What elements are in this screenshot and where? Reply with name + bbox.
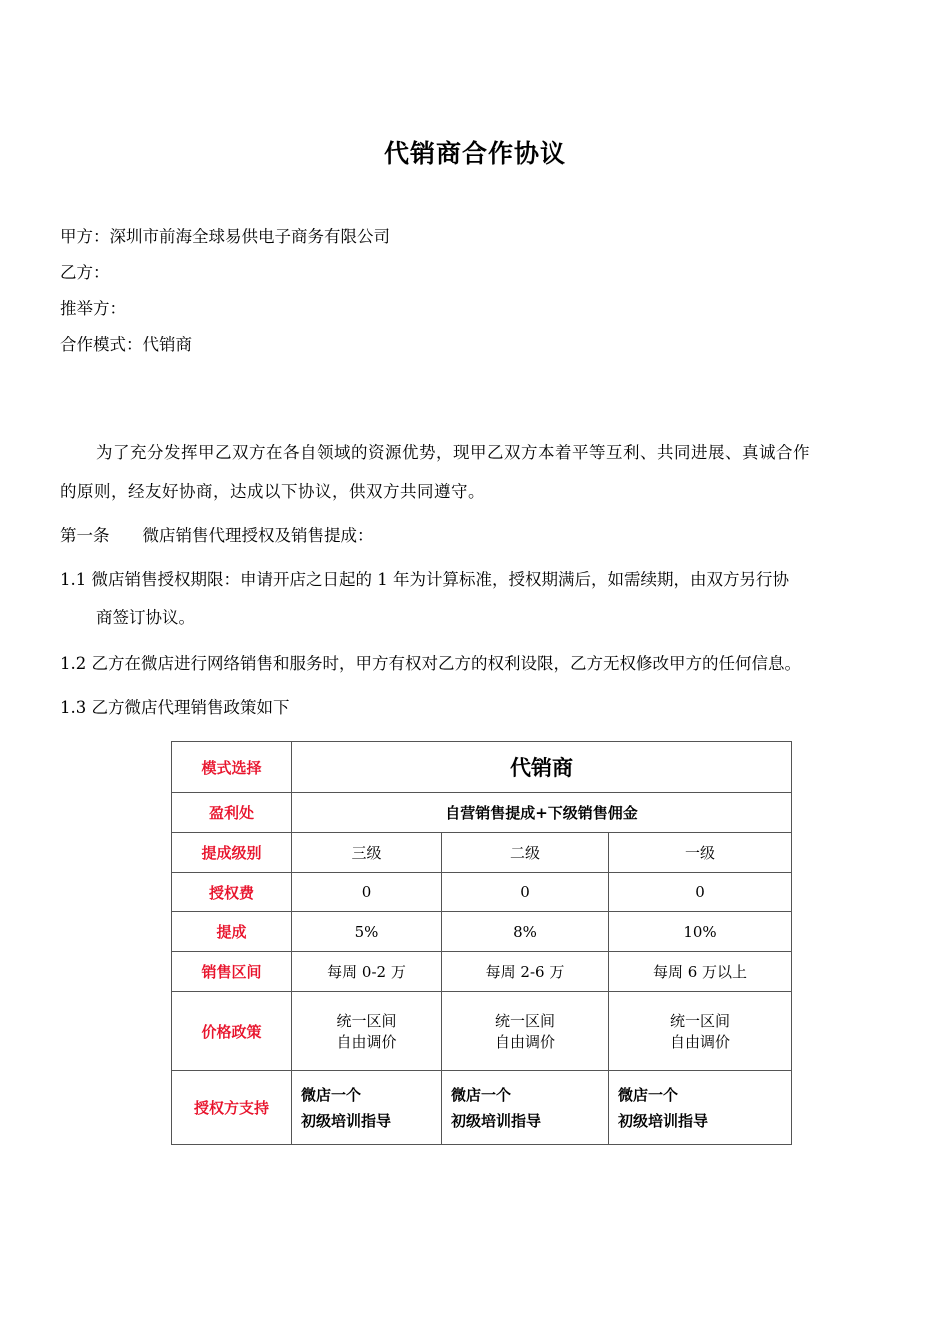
table-row bbox=[172, 873, 792, 912]
table-row bbox=[172, 742, 792, 793]
table-row bbox=[172, 833, 792, 873]
table-row bbox=[172, 912, 792, 952]
profit-value: 自营销售提成+下级销售佣金 bbox=[292, 793, 792, 833]
level-cell: 二级 bbox=[442, 833, 609, 873]
mode-value: 代销商 bbox=[292, 742, 792, 793]
price-line-2: 自由调价 bbox=[336, 1033, 397, 1051]
commission-cell: 8% bbox=[442, 912, 609, 952]
fee-cell: 0 bbox=[442, 873, 609, 912]
support-line-1: 微店一个 bbox=[301, 1085, 362, 1104]
document-title: 代销商合作协议 bbox=[383, 139, 566, 168]
fee-cell: 0 bbox=[292, 873, 442, 912]
clause-1-1-line-2: 商签订协议。 bbox=[96, 608, 195, 627]
referrer-line: 推举方： bbox=[60, 299, 126, 318]
price-cell bbox=[292, 992, 442, 1071]
table-row bbox=[172, 952, 792, 992]
support-line-1: 微店一个 bbox=[618, 1085, 679, 1104]
price-cell bbox=[609, 992, 792, 1071]
table-row bbox=[172, 992, 792, 1071]
profit-label: 盈利处 bbox=[172, 793, 292, 833]
support-cell bbox=[292, 1071, 442, 1145]
mode-label: 模式选择 bbox=[172, 742, 292, 793]
party-b-line: 乙方： bbox=[60, 263, 110, 282]
support-line-2: 初级培训指导 bbox=[618, 1111, 709, 1130]
level-cell: 一级 bbox=[609, 833, 792, 873]
commission-cell: 5% bbox=[292, 912, 442, 952]
price-label: 价格政策 bbox=[172, 992, 292, 1071]
price-line-1: 统一区间 bbox=[494, 1012, 555, 1030]
price-line-1: 统一区间 bbox=[670, 1012, 731, 1030]
price-line-2: 自由调价 bbox=[670, 1033, 731, 1051]
range-cell: 每周 2-6 万 bbox=[442, 952, 609, 992]
article-1-heading: 第一条 微店销售代理授权及销售提成： bbox=[60, 526, 374, 545]
cooperation-mode-line: 合作模式：代销商 bbox=[60, 335, 192, 354]
price-line-2: 自由调价 bbox=[494, 1033, 555, 1051]
support-line-2: 初级培训指导 bbox=[301, 1111, 392, 1130]
commission-cell: 10% bbox=[609, 912, 792, 952]
intro-paragraph-line-2: 的原则，经友好协商，达成以下协议，供双方共同遵守。 bbox=[60, 482, 485, 501]
range-cell: 每周 0-2 万 bbox=[292, 952, 442, 992]
support-line-1: 微店一个 bbox=[451, 1085, 512, 1104]
level-label: 提成级别 bbox=[172, 833, 292, 873]
support-cell bbox=[442, 1071, 609, 1145]
table-row bbox=[172, 1071, 792, 1145]
party-a-line: 甲方：深圳市前海全球易供电子商务有限公司 bbox=[60, 227, 390, 246]
support-label: 授权方支持 bbox=[172, 1071, 292, 1145]
clause-1-2: 1.2 乙方在微店进行网络销售和服务时，甲方有权对乙方的权利设限，乙方无权修改甲方的任何信息。 bbox=[60, 654, 801, 673]
intro-paragraph-line-1: 为了充分发挥甲乙双方在各自领域的资源优势，现甲乙双方本着平等互利、共同进展、真诚合作 bbox=[96, 443, 810, 462]
support-cell bbox=[609, 1071, 792, 1145]
price-line-1: 统一区间 bbox=[336, 1012, 397, 1030]
fee-cell: 0 bbox=[609, 873, 792, 912]
commission-label: 提成 bbox=[172, 912, 292, 952]
sales-policy-table bbox=[171, 741, 792, 1145]
clause-1-3: 1.3 乙方微店代理销售政策如下 bbox=[60, 698, 290, 717]
price-cell bbox=[442, 992, 609, 1071]
range-label: 销售区间 bbox=[172, 952, 292, 992]
support-line-2: 初级培训指导 bbox=[451, 1111, 542, 1130]
fee-label: 授权费 bbox=[172, 873, 292, 912]
level-cell: 三级 bbox=[292, 833, 442, 873]
table-row bbox=[172, 793, 792, 833]
clause-1-1-line-1: 1.1 微店销售授权期限：申请开店之日起的 1 年为计算标准，授权期满后，如需续期，由双方另行协 bbox=[60, 570, 789, 589]
range-cell: 每周 6 万以上 bbox=[609, 952, 792, 992]
